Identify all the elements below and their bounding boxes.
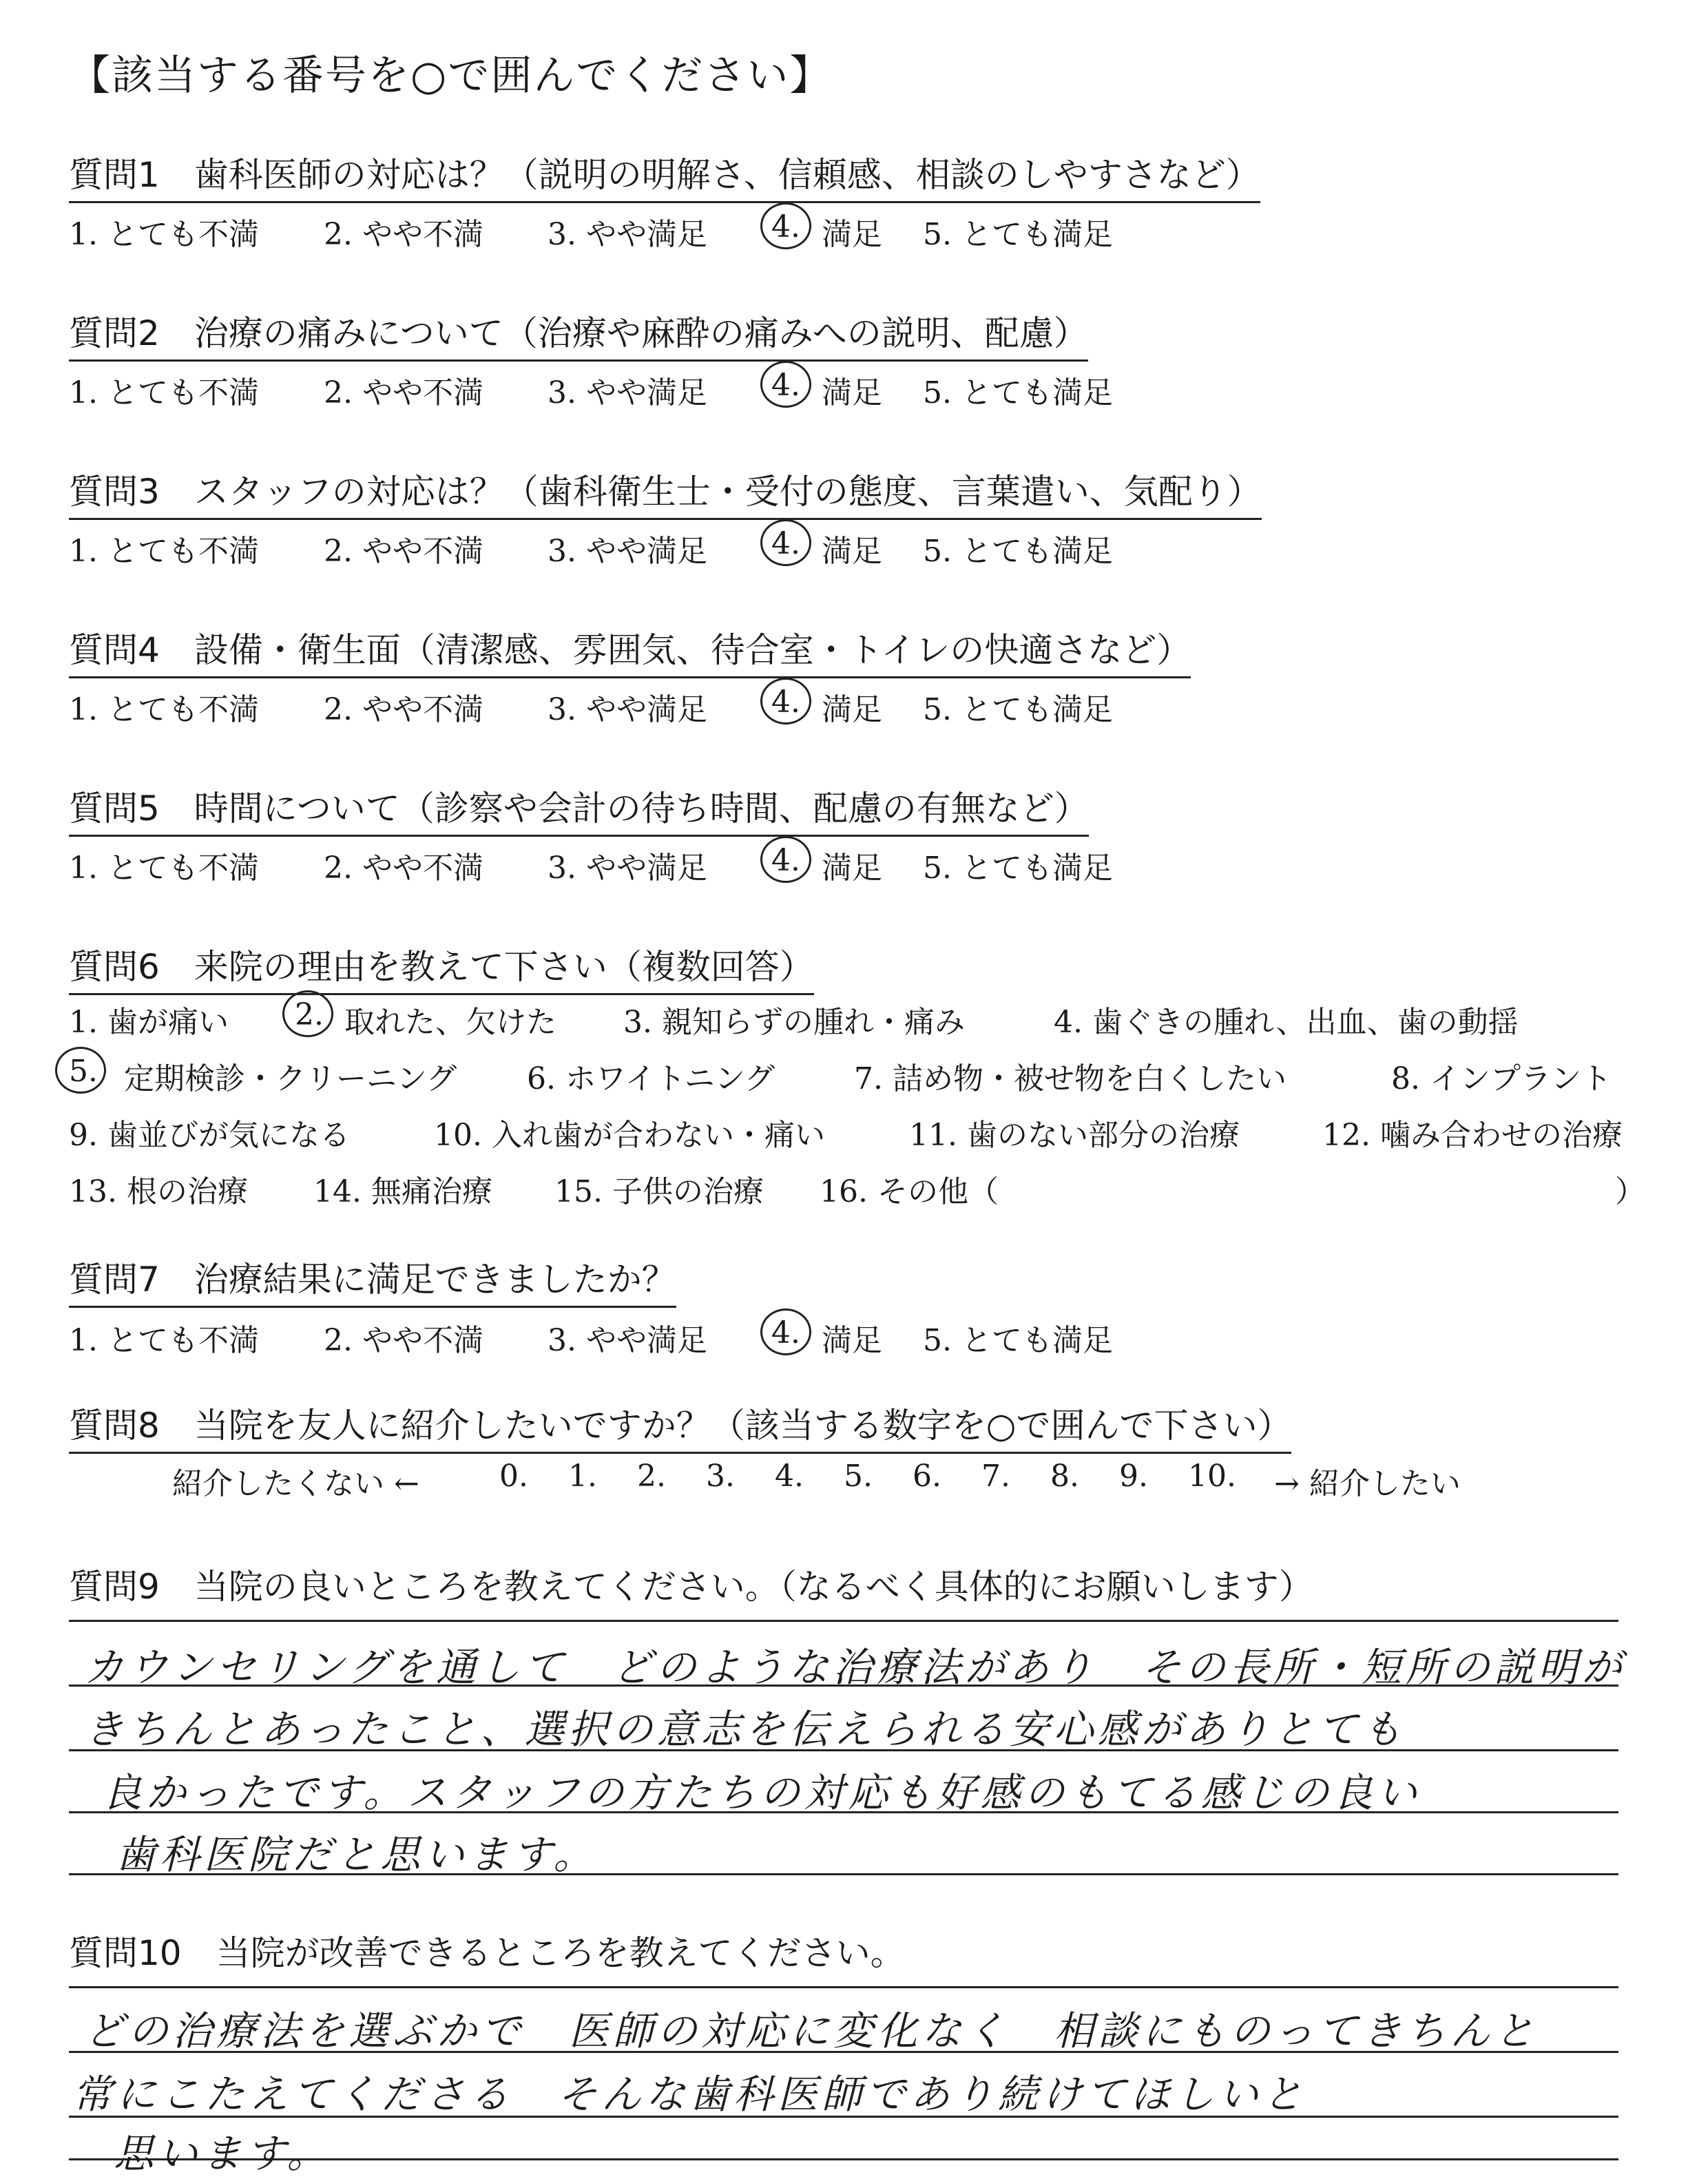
scale-number-9[interactable]: 9.	[1119, 1459, 1148, 1494]
circle-mark	[760, 836, 811, 883]
circle-mark	[55, 1047, 106, 1094]
question-3-title: 質問3 スタッフの対応は？（歯科衛生士・受付の態度、言葉遣い、気配り）	[69, 464, 1262, 520]
option-1[interactable]: 1. とても不満	[69, 851, 259, 886]
question-7-title: 質問7 治療結果に満足できましたか？	[69, 1252, 676, 1308]
q9-answer-line-4[interactable]: 歯科医院だと思います。	[116, 1831, 598, 1878]
option-1[interactable]: 1. とても不満	[69, 217, 259, 252]
q6-option-16[interactable]: 16. その他（	[820, 1174, 999, 1209]
option-3[interactable]: 3. やや満足	[548, 534, 707, 569]
scale-number-10[interactable]: 10.	[1188, 1459, 1236, 1494]
q6-option-7[interactable]: 7. 詰め物・被せ物を白くしたい	[854, 1061, 1287, 1096]
page-title: 【該当する番号を○で囲んでください】	[69, 52, 833, 100]
question-2-title: 質問2 治療の痛みについて（治療や麻酔の痛みへの説明、配慮）	[69, 306, 1088, 362]
option-5[interactable]: 5. とても満足	[923, 534, 1113, 569]
option-1[interactable]: 1. とても不満	[69, 1323, 259, 1358]
option-4-number[interactable]: 4.	[771, 368, 800, 403]
q6-option-2-label[interactable]: 取れた、欠けた	[344, 1005, 556, 1040]
answer-line	[69, 1620, 1618, 1622]
scale-right-label: → 紹介したい	[1274, 1466, 1461, 1501]
q10-answer-line-2[interactable]: 常にこたえてくださる そんな歯科医師であり続けてほしいと	[72, 2071, 1307, 2118]
scale-number-5[interactable]: 5.	[844, 1459, 873, 1494]
q6-option-1[interactable]: 1. 歯が痛い	[69, 1005, 229, 1040]
scale-number-2[interactable]: 2.	[637, 1459, 666, 1494]
option-4-number[interactable]: 4.	[771, 526, 800, 561]
option-1[interactable]: 1. とても不満	[69, 534, 259, 569]
option-3[interactable]: 3. やや満足	[548, 851, 707, 886]
question-10-title: 質問10 当院が改善できるところを教えてください。	[69, 1933, 905, 1973]
q9-answer-line-2[interactable]: きちんとあったこと、選択の意志を伝えられる安心感がありとても	[84, 1706, 1406, 1753]
answer-line	[69, 1986, 1618, 1988]
option-2[interactable]: 2. やや不満	[324, 217, 483, 252]
option-4-label[interactable]: 満足	[822, 375, 882, 410]
q9-answer-line-3[interactable]: 良かったです。スタッフの方たちの対応も好感のもてる感じの良い	[102, 1769, 1421, 1816]
option-4-label[interactable]: 満足	[822, 692, 882, 727]
option-4-number[interactable]: 4.	[771, 843, 800, 878]
option-5[interactable]: 5. とても満足	[923, 217, 1113, 252]
q6-option-6[interactable]: 6. ホワイトニング	[527, 1061, 775, 1096]
option-4-number[interactable]: 4.	[771, 1315, 800, 1351]
q6-option-2-number[interactable]: 2.	[295, 997, 324, 1032]
scale-number-6[interactable]: 6.	[913, 1459, 941, 1494]
q6-option-9[interactable]: 9. 歯並びが気になる	[69, 1118, 350, 1153]
scale-left-label: 紹介したくない ←	[172, 1466, 419, 1501]
scale-number-7[interactable]: 7.	[981, 1459, 1010, 1494]
option-1[interactable]: 1. とても不満	[69, 692, 259, 727]
option-2[interactable]: 2. やや不満	[324, 851, 483, 886]
question-4-title: 質問4 設備・衛生面（清潔感、雰囲気、待合室・トイレの快適さなど）	[69, 623, 1191, 678]
option-2[interactable]: 2. やや不満	[324, 534, 483, 569]
option-5[interactable]: 5. とても満足	[923, 851, 1113, 886]
scale-number-8[interactable]: 8.	[1050, 1459, 1079, 1494]
option-4-label[interactable]: 満足	[822, 534, 882, 569]
question-9-title: 質問9 当院の良いところを教えてください。（なるべく具体的にお願いします）	[69, 1567, 1313, 1607]
option-5[interactable]: 5. とても満足	[923, 1323, 1113, 1358]
q6-option-15[interactable]: 15. 子供の治療	[554, 1174, 764, 1209]
option-3[interactable]: 3. やや満足	[548, 217, 707, 252]
option-1[interactable]: 1. とても不満	[69, 375, 259, 410]
option-5[interactable]: 5. とても満足	[923, 692, 1113, 727]
scale-number-0[interactable]: 0.	[499, 1459, 528, 1494]
question-6-title: 質問6 来院の理由を教えて下さい（複数回答）	[69, 939, 814, 995]
q10-answer-line-1[interactable]: どの治療法を選ぶかで 医師の対応に変化なく 相談にものってきちんと	[84, 2008, 1539, 2054]
option-4-number[interactable]: 4.	[771, 685, 800, 720]
option-4-label[interactable]: 満足	[822, 1323, 882, 1358]
scale-number-1[interactable]: 1.	[568, 1459, 597, 1494]
q6-option-13[interactable]: 13. 根の治療	[69, 1174, 248, 1209]
option-3[interactable]: 3. やや満足	[548, 1323, 707, 1358]
option-4-number[interactable]: 4.	[771, 209, 800, 244]
q6-option-5-number[interactable]: 5.	[69, 1054, 98, 1089]
option-3[interactable]: 3. やや満足	[548, 375, 707, 410]
option-4-label[interactable]: 満足	[822, 851, 882, 886]
question-1-title: 質問1 歯科医師の対応は？（説明の明解さ、信頼感、相談のしやすさなど）	[69, 147, 1260, 203]
q6-option-14[interactable]: 14. 無痛治療	[313, 1174, 492, 1209]
circle-mark	[760, 361, 811, 408]
question-5-title: 質問5 時間について（診察や会計の待ち時間、配慮の有無など）	[69, 781, 1089, 837]
option-2[interactable]: 2. やや不満	[324, 692, 483, 727]
circle-mark	[282, 990, 333, 1037]
circle-mark	[760, 678, 811, 724]
q6-option-8[interactable]: 8. インプラント	[1391, 1061, 1612, 1096]
circle-mark	[760, 1309, 811, 1355]
q6-option-4[interactable]: 4. 歯ぐきの腫れ、出血、歯の動揺	[1054, 1005, 1519, 1040]
option-5[interactable]: 5. とても満足	[923, 375, 1113, 410]
q6-other-close-paren: ）	[1615, 1174, 1645, 1209]
option-3[interactable]: 3. やや満足	[548, 692, 707, 727]
q9-answer-line-1[interactable]: カウンセリングを通して どのような治療法があり その長所・短所の説明が	[84, 1644, 1626, 1691]
scale-number-3[interactable]: 3.	[706, 1459, 735, 1494]
option-2[interactable]: 2. やや不満	[324, 375, 483, 410]
circle-mark	[760, 202, 811, 249]
option-4-label[interactable]: 満足	[822, 217, 882, 252]
question-8-title: 質問8 当院を友人に紹介したいですか？（該当する数字を○で囲んで下さい）	[69, 1398, 1291, 1454]
scale-number-4[interactable]: 4.	[775, 1459, 804, 1494]
q6-option-12[interactable]: 12. 噛み合わせの治療	[1322, 1118, 1623, 1153]
q6-option-5-label[interactable]: 定期検診・クリーニング	[124, 1061, 457, 1096]
option-2[interactable]: 2. やや不満	[324, 1323, 483, 1358]
q10-answer-line-3[interactable]: 思います。	[114, 2130, 331, 2177]
q6-option-10[interactable]: 10. 入れ歯が合わない・痛い	[434, 1118, 825, 1153]
q6-option-11[interactable]: 11. 歯のない部分の治療	[909, 1118, 1240, 1153]
circle-mark	[760, 519, 811, 566]
q6-option-3[interactable]: 3. 親知らずの腫れ・痛み	[623, 1005, 965, 1040]
